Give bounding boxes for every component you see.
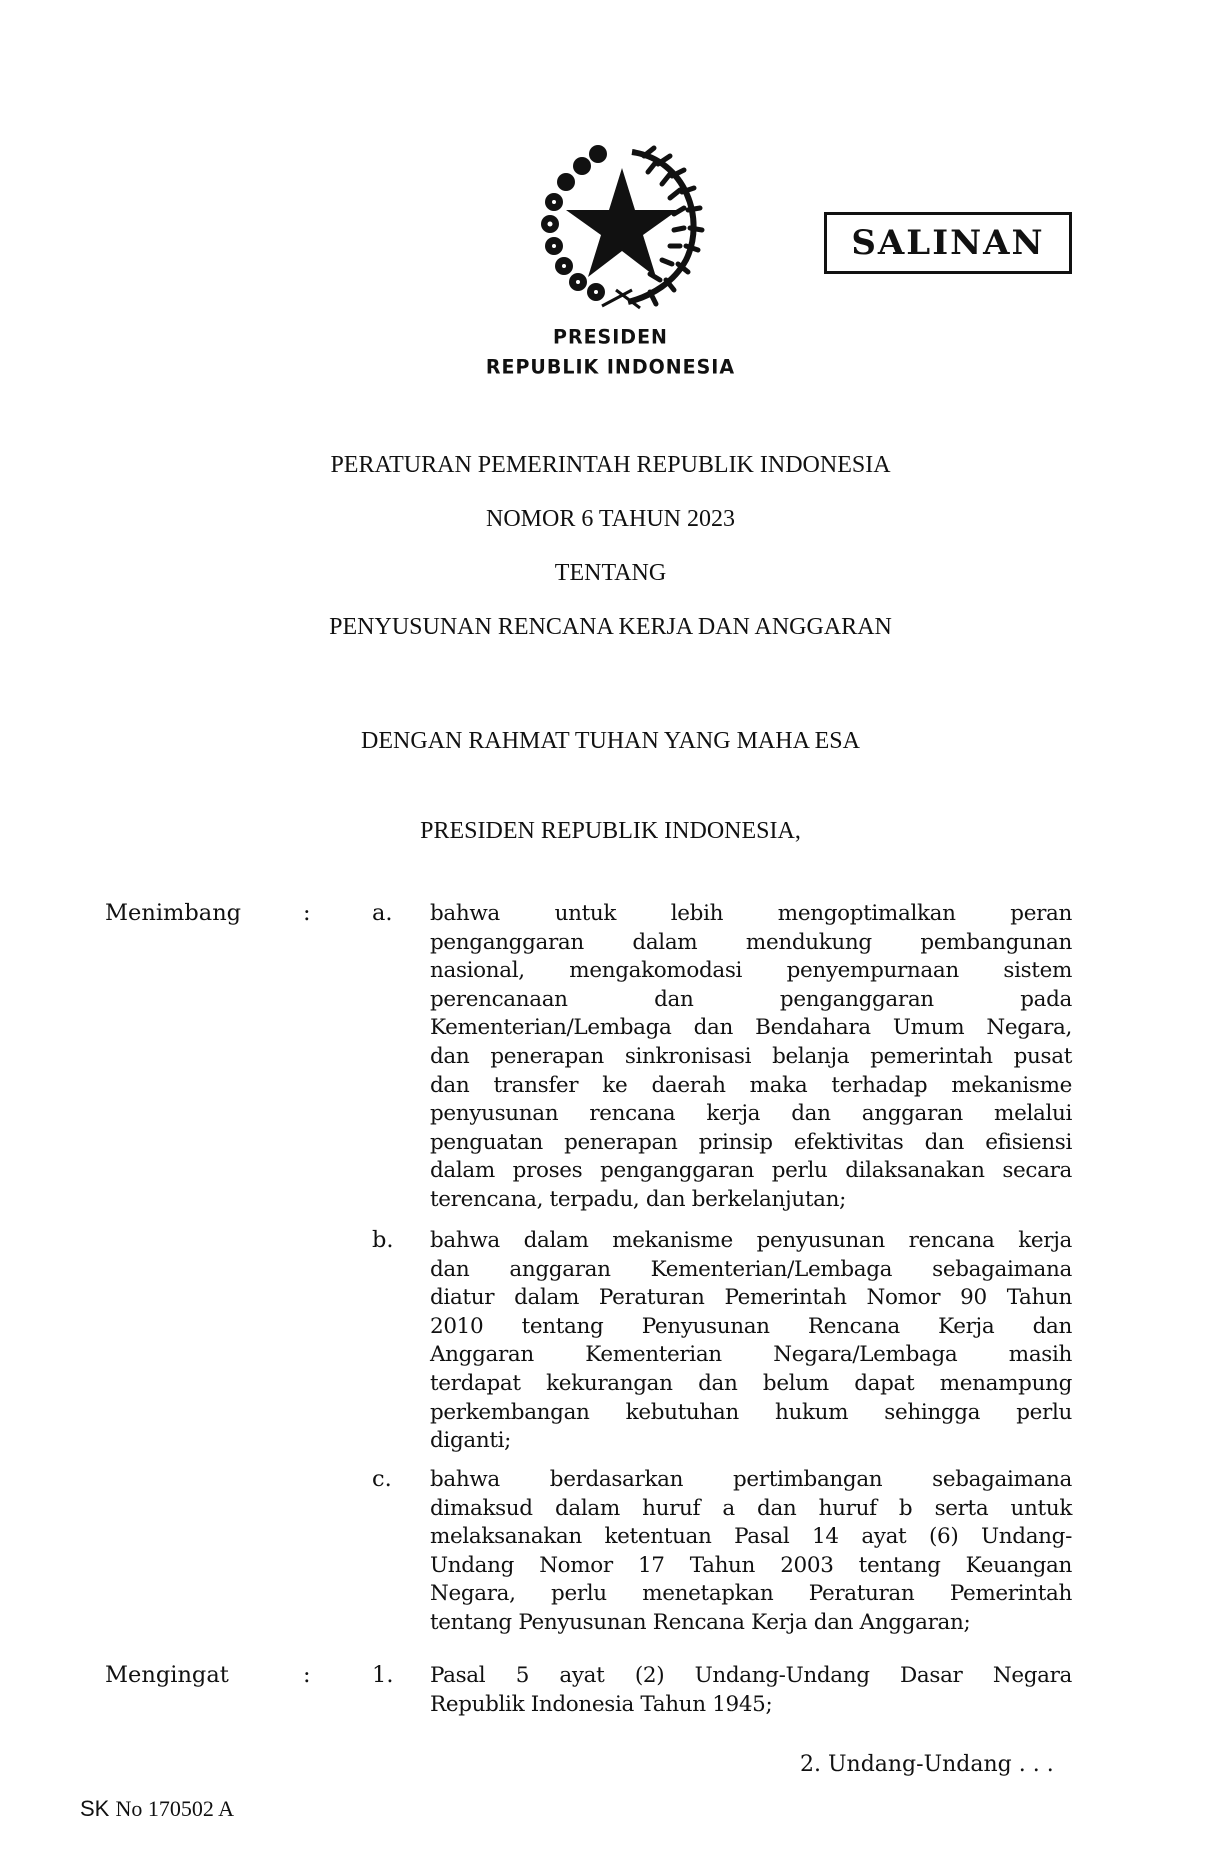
text-line: dalam proses penganggaran perlu dilaksanakan secara	[430, 1158, 1072, 1184]
item-marker-c: c.	[372, 1466, 392, 1492]
sk-value: No 170502 A	[115, 1796, 235, 1821]
text-line: penguatan penerapan prinsip efektivitas dan efisiensi	[430, 1129, 1072, 1155]
regulation-subject: PENYUSUNAN RENCANA KERJA DAN ANGGARAN	[329, 614, 892, 640]
text-line: Negara, perlu menetapkan Peraturan Pemerintah	[430, 1581, 1072, 1607]
sk-number	[80, 1796, 234, 1822]
text-line: dimaksud dalam huruf a dan huruf b serta untuk	[430, 1495, 1072, 1521]
menimbang-label: Menimbang	[105, 900, 242, 926]
office-title-line1: PRESIDEN	[553, 325, 668, 349]
text-line: terencana, terpadu, dan berkelanjutan;	[430, 1186, 846, 1212]
text-line: perencanaan dan penganggaran pada	[430, 986, 1072, 1012]
mengingat-item-1	[430, 1662, 1072, 1719]
office-title-line2: REPUBLIK INDONESIA	[485, 355, 736, 379]
text-line: terdapat kekurangan dan belum dapat menampung	[430, 1370, 1072, 1396]
text-line: diatur dalam Peraturan Pemerintah Nomor 90 Tahun	[430, 1285, 1072, 1311]
text-line: melaksanakan ketentuan Pasal 14 ayat (6) Undang-	[430, 1524, 1072, 1550]
menimbang-colon: :	[303, 900, 311, 926]
salinan-stamp: SALINAN	[824, 212, 1072, 274]
text-line: Anggaran Kementerian Negara/Lembaga masih	[430, 1342, 1072, 1368]
menimbang-item-c	[430, 1466, 1072, 1638]
invocation: DENGAN RAHMAT TUHAN YANG MAHA ESA	[361, 728, 860, 754]
regulation-number: NOMOR 6 TAHUN 2023	[486, 506, 735, 532]
text-line: Undang Nomor 17 Tahun 2003 tentang Keuangan	[430, 1552, 1072, 1578]
text-line: Republik Indonesia Tahun 1945;	[430, 1691, 773, 1717]
text-line: penyusunan rencana kerja dan anggaran melalui	[430, 1101, 1072, 1127]
text-line: perkembangan kebutuhan hukum sehingga perlu	[430, 1399, 1072, 1425]
item-marker-b: b.	[372, 1227, 394, 1253]
item-marker-1: 1.	[372, 1662, 394, 1688]
sk-prefix: SK	[80, 1796, 110, 1821]
issuer: PRESIDEN REPUBLIK INDONESIA,	[420, 818, 801, 844]
mengingat-colon: :	[303, 1662, 311, 1688]
text-line: tentang Penyusunan Rencana Kerja dan Anggaran;	[430, 1609, 971, 1635]
text-line: Pasal 5 ayat (2) Undang-Undang Dasar Negara	[430, 1663, 1072, 1688]
text-line: dan transfer ke daerah maka terhadap mekanisme	[430, 1072, 1072, 1098]
text-line: Kementerian/Lembaga dan Bendahara Umum Negara,	[430, 1015, 1072, 1041]
text-line: bahwa berdasarkan pertimbangan sebagaimana	[430, 1467, 1072, 1492]
text-line: 2010 tentang Penyusunan Rencana Kerja dan	[430, 1313, 1072, 1339]
text-line: penganggaran dalam mendukung pembangunan	[430, 929, 1072, 955]
regulation-about-label: TENTANG	[554, 560, 667, 586]
mengingat-label: Mengingat	[105, 1662, 229, 1688]
menimbang-item-b	[430, 1227, 1072, 1456]
text-line: diganti;	[430, 1428, 512, 1454]
text-line: dan penerapan sinkronisasi belanja pemerintah pusat	[430, 1043, 1072, 1069]
presidential-emblem-icon	[536, 140, 708, 312]
text-line: bahwa dalam mekanisme penyusunan rencana kerja	[430, 1228, 1072, 1253]
menimbang-item-a	[430, 900, 1072, 1215]
item-marker-a: a.	[372, 900, 393, 926]
text-line: dan anggaran Kementerian/Lembaga sebagaimana	[430, 1256, 1072, 1282]
text-line: nasional, mengakomodasi penyempurnaan sistem	[430, 958, 1072, 984]
page-continuation: 2. Undang-Undang . . .	[800, 1752, 1054, 1777]
regulation-title: PERATURAN PEMERINTAH REPUBLIK INDONESIA	[330, 452, 891, 478]
text-line: bahwa untuk lebih mengoptimalkan peran	[430, 901, 1072, 926]
